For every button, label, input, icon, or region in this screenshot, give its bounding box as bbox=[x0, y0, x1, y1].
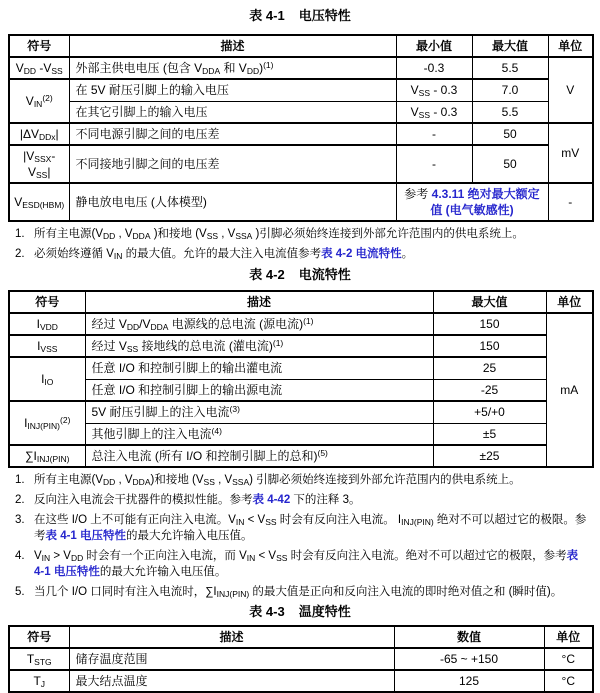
footnote-text: 所有主电源($V_{DD}$ , $V_{DDA}$ )和接地 ($V_{SS}$ , $V_{SSA}$ )引脚必须始终连接到外部允许范围内的供电系统上。 bbox=[34, 228, 524, 241]
table-row bbox=[9, 79, 593, 101]
description-cell: 外部主供电电压 (包含 $V_{DDA}$ 和 $V_{DD})^{(1)}$ bbox=[69, 57, 396, 79]
max-value-cell: 25 bbox=[433, 357, 546, 379]
symbol-cell: $V_{IN}^{(2)}$ bbox=[9, 79, 69, 123]
description-cell: 其他引脚上的注入电流$^{(4)}$ bbox=[85, 423, 433, 445]
table-43-title-label: 表 4-3 bbox=[249, 604, 285, 619]
description-cell: 经过 $V_{SS}$ 接地线的总电流 (灌电流)$^{(1)}$ bbox=[85, 335, 433, 357]
table-row bbox=[9, 423, 593, 445]
description-cell: 任意 I/O 和控制引脚上的输出灌电流 bbox=[85, 357, 433, 379]
footnote-item bbox=[15, 512, 592, 544]
table-42-title-label: 表 4-2 bbox=[249, 267, 285, 282]
header-row bbox=[9, 626, 593, 648]
header-row bbox=[9, 291, 593, 313]
table-41-footnotes bbox=[8, 226, 592, 262]
table-row bbox=[9, 57, 593, 79]
cross-reference-link[interactable]: 表 4-2 电流特性 bbox=[321, 248, 402, 260]
max-value-cell: +5/+0 bbox=[433, 401, 546, 423]
footnote-item bbox=[15, 548, 592, 580]
unit-cell: - bbox=[548, 183, 593, 221]
symbol-cell: $T_J$ bbox=[9, 670, 69, 692]
max-value-cell: 5.5 bbox=[472, 57, 548, 79]
table-row bbox=[9, 445, 593, 467]
table-43-title bbox=[8, 604, 592, 620]
max-value-cell: 150 bbox=[433, 335, 546, 357]
unit-cell: mA bbox=[546, 313, 593, 467]
column-header-max: 最大值 bbox=[472, 35, 548, 57]
description-cell: 静电放电电压 (人体模型) bbox=[69, 183, 396, 221]
symbol-cell: $I_{VDD}$ bbox=[9, 313, 85, 335]
cross-reference-link[interactable]: 表 4-1 电压特性 bbox=[34, 550, 579, 578]
description-cell: 在其它引脚上的输入电压 bbox=[69, 101, 396, 123]
description-cell: 最大结点温度 bbox=[69, 670, 394, 692]
description-cell: 经过 $V_{DD}/V_{DDA}$ 电源线的总电流 (源电流)$^{(1)}$ bbox=[85, 313, 433, 335]
min-value-cell: $V_{SS} - 0.3$ bbox=[396, 101, 472, 123]
table-row bbox=[9, 183, 593, 221]
min-value-cell: -0.3 bbox=[396, 57, 472, 79]
cross-reference-link[interactable]: 4.3.11 绝对最大额定值 (电气敏感性) bbox=[430, 187, 540, 217]
footnote-number: 1. bbox=[15, 228, 25, 240]
footnote-text: 所有主电源($V_{DD}$ , $V_{DDA}$)和接地 ($V_{SS}$ , $V_{SSA}$) 引脚必须始终连接到外部允许范围内的供电系统上。 bbox=[34, 474, 521, 487]
table-row bbox=[9, 145, 593, 183]
description-cell: 储存温度范围 bbox=[69, 648, 394, 670]
table-row bbox=[9, 379, 593, 401]
column-header-description: 描述 bbox=[85, 291, 433, 313]
description-cell: 不同电源引脚之间的电压差 bbox=[69, 123, 396, 145]
symbol-cell: $\sum I_{INJ(PIN)}$ bbox=[9, 445, 85, 467]
column-header-symbol: 符号 bbox=[9, 626, 69, 648]
footnote-text: 反向注入电流会干扰器件的模拟性能。参考表 4-42 下的注释 3。 bbox=[34, 494, 361, 506]
table-42-footnotes bbox=[8, 472, 592, 600]
description-cell: 在 5V 耐压引脚上的输入电压 bbox=[69, 79, 396, 101]
max-value-cell: 5.5 bbox=[472, 101, 548, 123]
table-row bbox=[9, 313, 593, 335]
symbol-cell: $V_{ESD(HBM)}$ bbox=[9, 183, 69, 221]
value-cell: -65 ~ +150 bbox=[394, 648, 544, 670]
column-header-value: 数值 bbox=[394, 626, 544, 648]
table-41-title-text: 电压特性 bbox=[298, 8, 351, 23]
unit-cell: V bbox=[548, 57, 593, 123]
footnote-item bbox=[15, 492, 592, 508]
max-value-cell: 50 bbox=[472, 123, 548, 145]
table-41-title bbox=[8, 8, 592, 24]
current-characteristics-table bbox=[8, 290, 594, 468]
column-header-unit: 单位 bbox=[546, 291, 593, 313]
symbol-cell: $|V_{SSX}-V_{SS}|$ bbox=[9, 145, 69, 183]
max-value-cell: 7.0 bbox=[472, 79, 548, 101]
footnote-number: 5. bbox=[15, 586, 25, 598]
footnote-number: 2. bbox=[15, 494, 25, 506]
header-row bbox=[9, 35, 593, 57]
footnote-number: 3. bbox=[15, 514, 25, 526]
voltage-characteristics-table bbox=[8, 34, 594, 222]
unit-cell: °C bbox=[544, 648, 593, 670]
max-value-cell: 150 bbox=[433, 313, 546, 335]
min-value-cell: $V_{SS} - 0.3$ bbox=[396, 79, 472, 101]
min-value-cell: - bbox=[396, 145, 472, 183]
footnote-number: 1. bbox=[15, 474, 25, 486]
column-header-min: 最小值 bbox=[396, 35, 472, 57]
unit-cell: mV bbox=[548, 123, 593, 183]
max-value-cell: ±25 bbox=[433, 445, 546, 467]
footnote-text: $V_{IN} > V_{DD}$ 时会有一个正向注入电流，而 $V_{IN} < V_{SS}$ 时会有反向注入电流。绝对不可以超过它的极限，参考表 4-1 电压特性的最大允许输入电压值。 bbox=[34, 550, 579, 578]
footnote-item bbox=[15, 226, 592, 242]
value-cell: 125 bbox=[394, 670, 544, 692]
table-row bbox=[9, 357, 593, 379]
footnote-item bbox=[15, 472, 592, 488]
table-row bbox=[9, 101, 593, 123]
column-header-unit: 单位 bbox=[548, 35, 593, 57]
table-42-title-text: 电流特性 bbox=[298, 267, 351, 282]
max-value-cell: ±5 bbox=[433, 423, 546, 445]
table-row bbox=[9, 401, 593, 423]
table-row bbox=[9, 648, 593, 670]
description-cell: 任意 I/O 和控制引脚上的输出源电流 bbox=[85, 379, 433, 401]
footnote-item bbox=[15, 584, 592, 600]
description-cell: 不同接地引脚之间的电压差 bbox=[69, 145, 396, 183]
table-41-title-label: 表 4-1 bbox=[249, 8, 285, 23]
minmax-reference-cell: 参考 4.3.11 绝对最大额定值 (电气敏感性) bbox=[396, 183, 548, 221]
max-value-cell: 50 bbox=[472, 145, 548, 183]
footnote-number: 4. bbox=[15, 550, 25, 562]
footnote-item bbox=[15, 246, 592, 262]
footnote-number: 2. bbox=[15, 248, 25, 260]
footnote-text: 必须始终遵循 $V_{IN}$ 的最大值。允许的最大注入电流值参考表 4-2 电流特性。 bbox=[34, 248, 414, 261]
table-row bbox=[9, 123, 593, 145]
symbol-cell: $|\Delta V_{DDx}|$ bbox=[9, 123, 69, 145]
symbol-cell: $I_{INJ(PIN)}^{(2)}$ bbox=[9, 401, 85, 445]
column-header-description: 描述 bbox=[69, 35, 396, 57]
column-header-description: 描述 bbox=[69, 626, 394, 648]
temperature-characteristics-table bbox=[8, 625, 594, 693]
footnote-text: 在这些 I/O 上不可能有正向注入电流。$V_{IN} < V_{SS}$ 时会有反向注入电流。 $I_{INJ(PIN)}$ 绝对不可以超过它的极限。参考表 4-1 电压特性的最大允许输入电压值。 bbox=[34, 514, 587, 542]
description-cell: 5V 耐压引脚上的注入电流$^{(3)}$ bbox=[85, 401, 433, 423]
cross-reference-link[interactable]: 表 4-1 电压特性 bbox=[45, 530, 127, 542]
table-row bbox=[9, 335, 593, 357]
column-header-max: 最大值 bbox=[433, 291, 546, 313]
symbol-cell: $I_{IO}$ bbox=[9, 357, 85, 401]
column-header-symbol: 符号 bbox=[9, 291, 85, 313]
description-cell: 总注入电流 (所有 I/O 和控制引脚上的总和)$^{(5)}$ bbox=[85, 445, 433, 467]
column-header-symbol: 符号 bbox=[9, 35, 69, 57]
max-value-cell: -25 bbox=[433, 379, 546, 401]
table-row bbox=[9, 670, 593, 692]
cross-reference-link[interactable]: 表 4-42 bbox=[252, 494, 291, 506]
symbol-cell: $V_{DD}$ $-V_{SS}$ bbox=[9, 57, 69, 79]
unit-cell: °C bbox=[544, 670, 593, 692]
table-43-title-text: 温度特性 bbox=[298, 604, 351, 619]
min-value-cell: - bbox=[396, 123, 472, 145]
footnote-text: 当几个 I/O 口同时有注入电流时，$\sum I_{INJ(PIN)}$ 的最大值是正向和反向注入电流的即时绝对值之和 (瞬时值)。 bbox=[34, 586, 563, 599]
symbol-cell: $T_{STG}$ bbox=[9, 648, 69, 670]
table-42-title bbox=[8, 267, 592, 283]
column-header-unit: 单位 bbox=[544, 626, 593, 648]
symbol-cell: $I_{VSS}$ bbox=[9, 335, 85, 357]
